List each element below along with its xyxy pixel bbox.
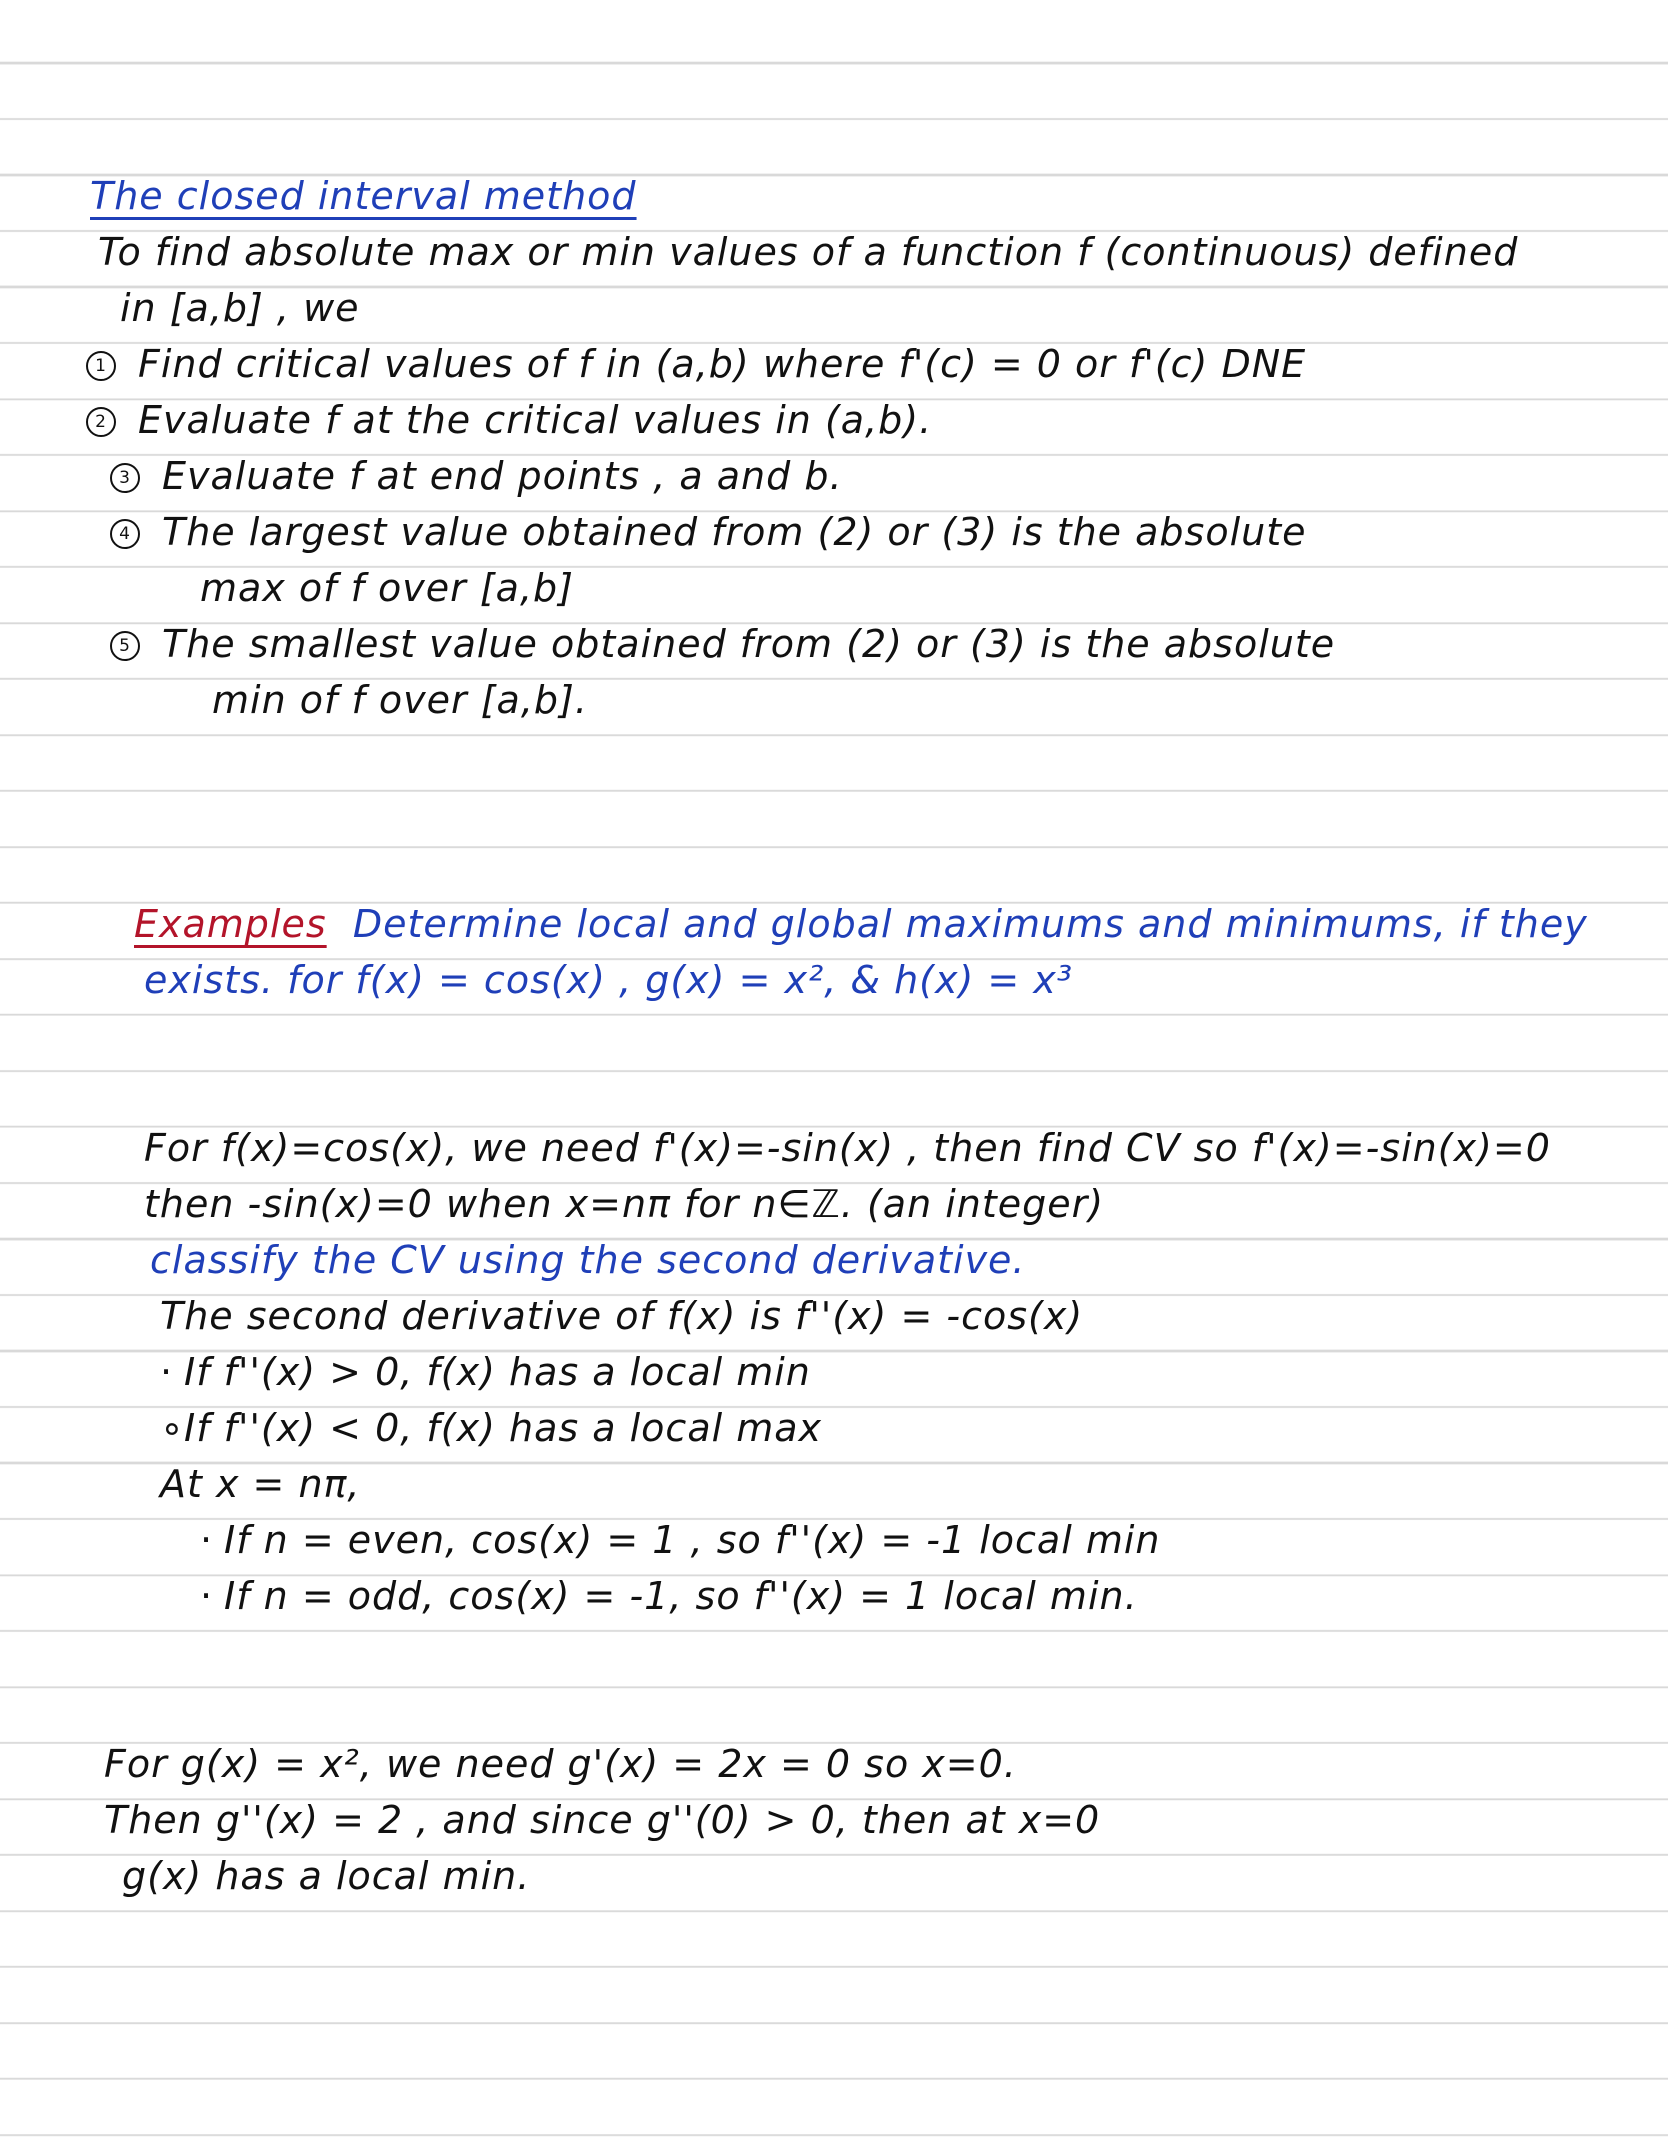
- g-conclusion-line: g(x) has a local min.: [122, 1854, 531, 1898]
- cos-derivative-line: For f(x)=cos(x), we need f'(x)=-sin(x) , then find CV so f'(x)=-sin(x)=0: [144, 1126, 1551, 1170]
- bullet-1-text: If f''(x) > 0, f(x) has a local min: [184, 1350, 811, 1394]
- cos-critical-values: then -sin(x)=0 when x=nπ for n∈ℤ. (an integer): [144, 1182, 1105, 1226]
- intro-line-2: in [a,b] , we: [120, 286, 360, 330]
- step-5-continued: min of f over [a,b].: [212, 678, 588, 722]
- step-1-text: Find critical values of f in (a,b) where f'(c) = 0 or f'(c) DNE: [138, 342, 1307, 386]
- bullet-dot: ·: [200, 1518, 214, 1562]
- g-derivative-line: For g(x) = x², we need g'(x) = 2x = 0 so x=0.: [104, 1742, 1017, 1786]
- bullet-2-text: If f''(x) < 0, f(x) has a local max: [184, 1406, 823, 1450]
- second-derivative-test-max: [160, 1406, 822, 1450]
- step-1: [86, 342, 1306, 386]
- odd-case-text: If n = odd, cos(x) = -1, so f''(x) = 1 local min.: [224, 1574, 1138, 1618]
- step-number-1: 1: [86, 351, 116, 381]
- step-3: [110, 454, 843, 498]
- odd-case: [200, 1574, 1138, 1618]
- step-number-4: 4: [110, 519, 140, 549]
- step-5: [110, 622, 1335, 666]
- bullet-dot: ·: [200, 1574, 214, 1618]
- examples-prompt: Determine local and global maximums and minimums, if they: [352, 902, 1588, 946]
- step-3-text: Evaluate f at end points , a and b.: [162, 454, 843, 498]
- step-number-3: 3: [110, 463, 140, 493]
- step-4-continued: max of f over [a,b]: [200, 566, 574, 610]
- step-number-5: 5: [110, 631, 140, 661]
- second-derivative-test-min: [160, 1350, 811, 1394]
- step-2: [86, 398, 932, 442]
- second-derivative-line: The second derivative of f(x) is f''(x) = -cos(x): [160, 1294, 1084, 1338]
- g-second-derivative-line: Then g''(x) = 2 , and since g''(0) > 0, then at x=0: [104, 1798, 1101, 1842]
- step-number-2: 2: [86, 407, 116, 437]
- even-case: [200, 1518, 1161, 1562]
- page-title: The closed interval method: [90, 174, 637, 218]
- step-4-text: The largest value obtained from (2) or (3) is the absolute: [162, 510, 1307, 554]
- examples-label: Examples: [134, 902, 327, 946]
- step-4: [110, 510, 1307, 554]
- examples-line-2: exists. for f(x) = cos(x) , g(x) = x², & h(x) = x³: [144, 958, 1074, 1002]
- even-case-text: If n = even, cos(x) = 1 , so f''(x) = -1 local min: [224, 1518, 1161, 1562]
- at-n-pi-line: At x = nπ,: [160, 1462, 361, 1506]
- bullet-dot: ·: [160, 1350, 174, 1394]
- classify-heading: classify the CV using the second derivative.: [150, 1238, 1026, 1282]
- step-5-text: The smallest value obtained from (2) or (3) is the absolute: [162, 622, 1336, 666]
- bullet-circle: ∘: [160, 1406, 185, 1450]
- step-2-text: Evaluate f at the critical values in (a,b).: [138, 398, 933, 442]
- intro-line-1: To find absolute max or min values of a function f (continuous) defined: [98, 230, 1519, 274]
- examples-line-1: [134, 902, 1588, 946]
